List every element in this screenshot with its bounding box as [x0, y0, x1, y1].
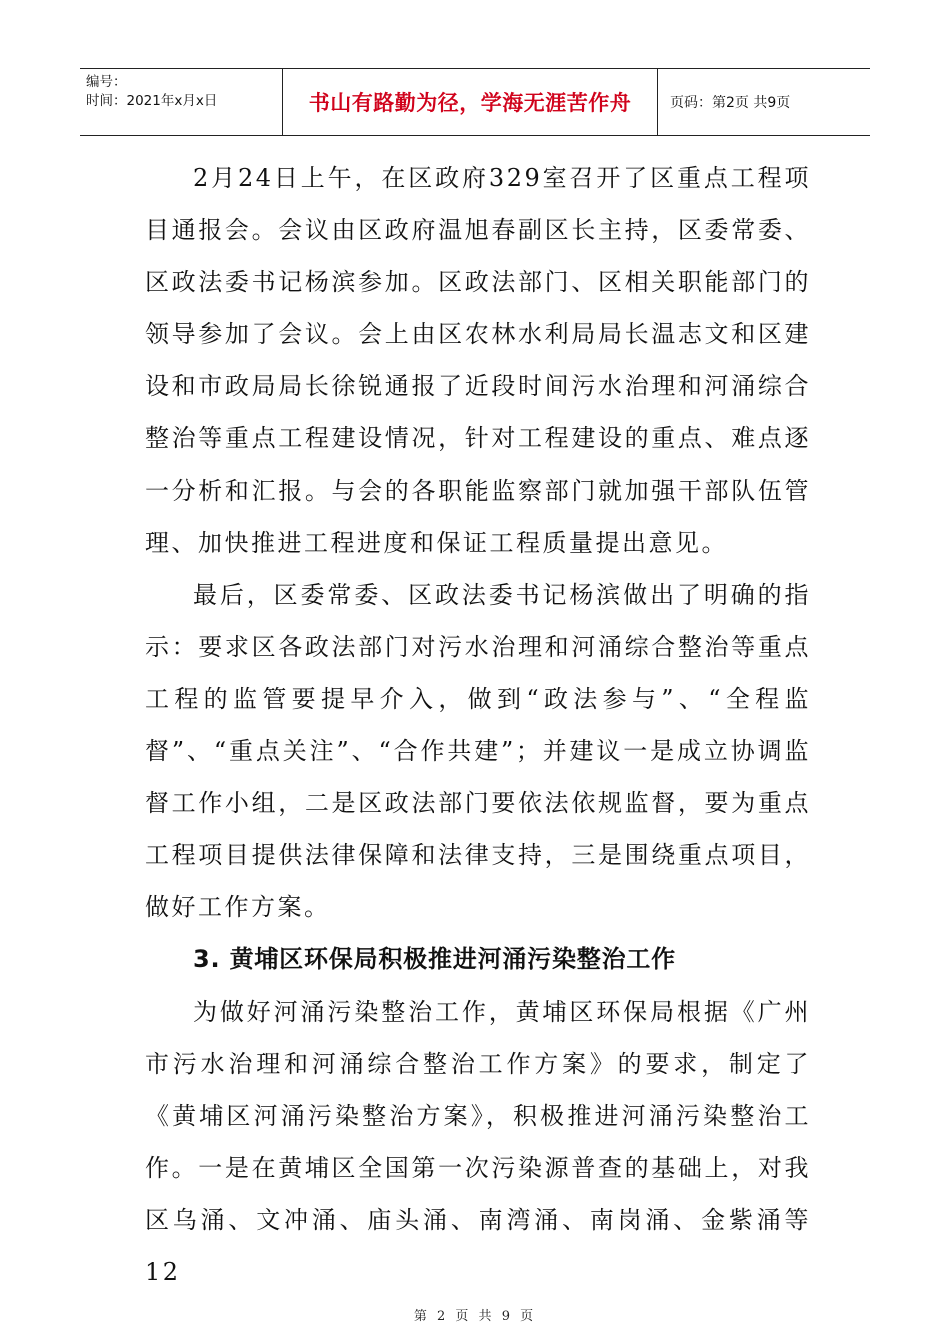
document-body [145, 152, 811, 1298]
header-motto: 书山有路勤为径，学海无涯苦作舟 [283, 69, 658, 135]
page-footer: 第 2 页 共 9 页 [413, 1309, 537, 1324]
body-paragraph: 最后，区委常委、区政法委书记杨滨做出了明确的指示：要求区各政法部门对污水治理和河涌综合整治等重点工程的监管要提早介入，做到“政法参与”、“全程监督”、“重点关注”、“合作共建”；并建议一是成立协调监督工作小组，二是区政法部门要依法依规监督，要为重点工程项目提供法律保障和法律支持，三是围绕重点项目，做好工作方案。 [145, 580, 811, 922]
section-heading: 3. 黄埔区环保局积极推进河涌污染整治工作 [193, 945, 676, 974]
document-number-label: 编号： [86, 74, 127, 90]
header-page-info: 页码：第2页 共9页 [670, 95, 791, 111]
document-date-label: 时间：2021年x月x日 [86, 93, 218, 109]
header-meta [80, 69, 283, 135]
body-paragraph: 为做好河涌污染整治工作，黄埔区环保局根据《广州市污水治理和河涌综合整治工作方案》的要求，制定了《黄埔区河涌污染整治方案》，积极推进河涌污染整治工作。一是在黄埔区全国第一次污染源普查的基础上，对我区乌涌、文冲涌、庙头涌、南湾涌、南岗涌、金紫涌等12 [145, 997, 811, 1286]
body-paragraph: 2月24日上午，在区政府329室召开了区重点工程项目通报会。会议由区政府温旭春副区长主持，区委常委、区政法委书记杨滨参加。区政法部门、区相关职能部门的领导参加了会议。会上由区农林水利局局长温志文和区建设和市政局局长徐锐通报了近段时间污水治理和河涌综合整治等重点工程建设情况，针对工程建设的重点、难点逐一分析和汇报。与会的各职能监察部门就加强干部队伍管理、加快推进工程进度和保证工程质量提出意见。 [145, 164, 811, 557]
page-header [80, 68, 870, 136]
